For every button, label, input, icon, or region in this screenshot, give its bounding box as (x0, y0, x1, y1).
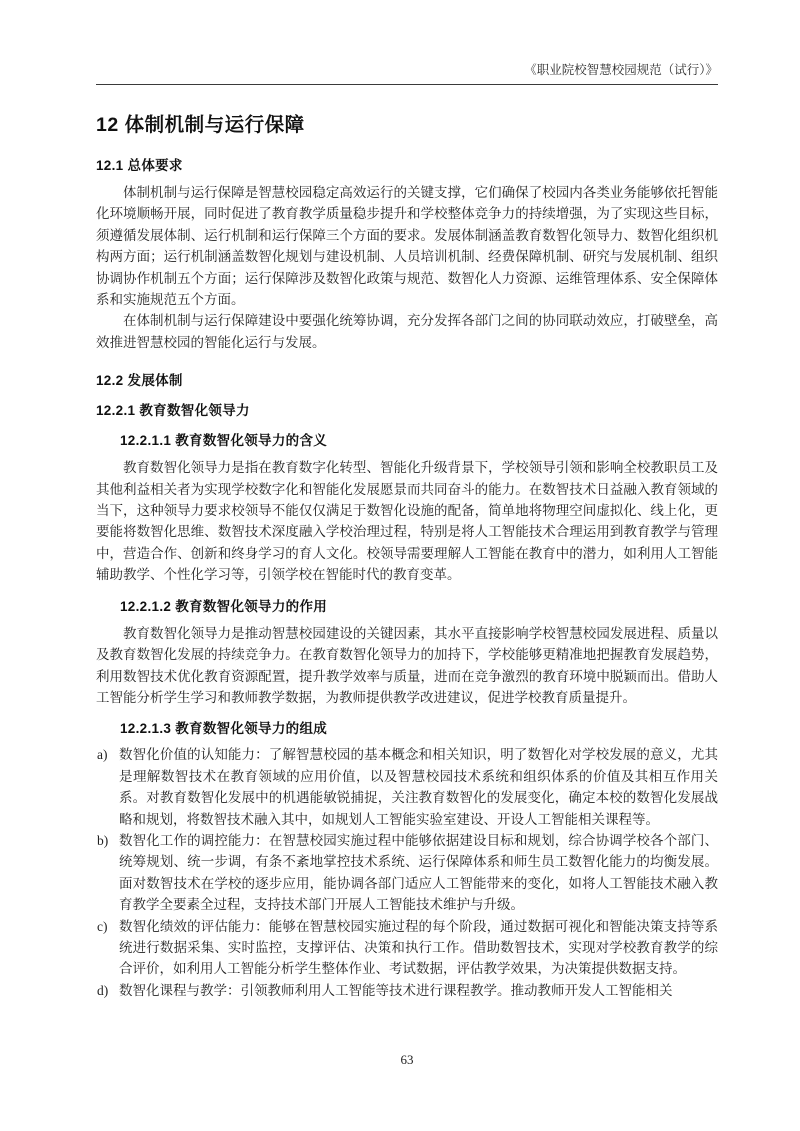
list-item-marker: a) (97, 747, 108, 763)
paragraph: 体制机制与运行保障是智慧校园稳定高效运行的关键支撑，它们确保了校园内各类业务能够依托智能化环境顺畅开展，同时促进了教育教学质量稳步提升和学校整体竞争力的持续增强，为了实现这些目标，须遵循发展体制、运行机制和运行保障三个方面的要求。发展体制涵盖教育数智化领导力、数智化组织机构两方面；运行机制涵盖数智化规划与建设机制、人员培训机制、经费保障机制、研究与发展机制、组织协调协作机制五个方面；运行保障涉及数智化政策与规范、数智化人力资源、运维管理体系、安全保障体系和实施规范五个方面。 (96, 185, 718, 308)
list-item (96, 980, 718, 1001)
paragraph: 教育数智化领导力是推动智慧校园建设的关键因素，其水平直接影响学校智慧校园发展进程、质量以及教育数智化发展的持续竞争力。在教育数智化领导力的加持下，学校能够更精准地把握教育发展趋势，利用数智技术优化教育资源配置，提升教学效率与质量，进而在竞争激烈的教育环境中脱颖而出。借助人工智能分析学生学习和教师教学数据，为教师提供教学改进建议，促进学校教育质量提升。 (96, 625, 718, 705)
list-item-text: 数智化工作的调控能力：在智慧校园实施过程中能够依据建设目标和规划，综合协调学校各个部门、统筹规划、统一步调，有条不紊地掌控技术系统、运行保障体系和师生员工数智化能力的均衡发展。面对数智技术在学校的逐步应用，能协调各部门适应人工智能带来的变化，如将人工智能技术融入教育教学全要素全过程，支持技术部门开展人工智能技术维护与升级。 (119, 832, 718, 913)
page-number: 63 (400, 1052, 414, 1067)
list-item-text: 数智化课程与教学：引领教师利用人工智能等技术进行课程教学。推动教师开发人工智能相关 (119, 982, 673, 998)
list-item-marker: d) (97, 982, 109, 998)
list-item-marker: b) (97, 832, 109, 848)
list-item (96, 916, 718, 980)
section-heading-12-1: 12.1 总体要求 (96, 158, 183, 173)
list-item (96, 830, 718, 916)
document-page (96, 0, 718, 1131)
running-header-title: 《职业院校智慧校园规范（试行）》 (524, 63, 718, 77)
section-heading-12-2-1: 12.2.1 教育数智化领导力 (96, 403, 250, 419)
running-header (96, 62, 718, 85)
section-heading-12-2-1-1: 12.2.1.1 教育数智化领导力的含义 (120, 433, 328, 449)
chapter-heading: 12 体制机制与运行保障 (96, 114, 305, 136)
section-heading-12-2-1-2: 12.2.1.2 教育数智化领导力的作用 (120, 598, 328, 614)
lettered-list (96, 744, 718, 1001)
list-item-marker: c) (97, 918, 108, 934)
section-heading-12-2-1-3: 12.2.1.3 教育数智化领导力的组成 (120, 721, 328, 737)
list-item (96, 744, 718, 830)
paragraph: 教育数智化领导力是指在教育数字化转型、智能化升级背景下，学校领导引领和影响全校教职员工及其他利益相关者为实现学校数字化和智能化发展愿景而共同奋斗的能力。在数智技术日益融入教育领域的当下，这种领导力要求校领导不能仅仅满足于数智化设施的配备，简单地将物理空间虚拟化、线上化，更要能将数智化思维、数智技术深度融入学校治理过程，特别是将人工智能技术合理运用到教育教学与管理中，营造合作、创新和终身学习的育人文化。校领导需要理解人工智能在教育中的潜力，如利用人工智能辅助教学、个性化学习等，引领学校在智能时代的教育变革。 (96, 460, 718, 583)
list-item-text: 数智化价值的认知能力：了解智慧校园的基本概念和相关知识，明了数智化对学校发展的意义，尤其是理解数智技术在教育领域的应用价值，以及智慧校园技术系统和组织体系的价值及其相互作用关系。对教育数智化发展中的机遇能敏锐捕捉，关注教育数智化的发展变化，确定本校的数智化发展战略和规划，将数智技术融入其中，如规划人工智能实验室建设、开设人工智能相关课程等。 (119, 747, 718, 827)
list-item-text: 数智化绩效的评估能力：能够在智慧校园实施过程的每个阶段，通过数据可视化和智能决策支持等系统进行数据采集、实时监控，支撑评估、决策和执行工作。借助数智技术，实现对学校教育教学的综合评价，如利用人工智能分析学生整体作业、考试数据，评估教学效果，为决策提供数据支持。 (119, 918, 718, 977)
section-heading-12-2: 12.2 发展体制 (96, 373, 183, 389)
paragraph: 在体制机制与运行保障建设中要强化统筹协调，充分发挥各部门之间的协同联动效应，打破壁垒，高效推进智慧校园的智能化运行与发展。 (96, 313, 718, 350)
